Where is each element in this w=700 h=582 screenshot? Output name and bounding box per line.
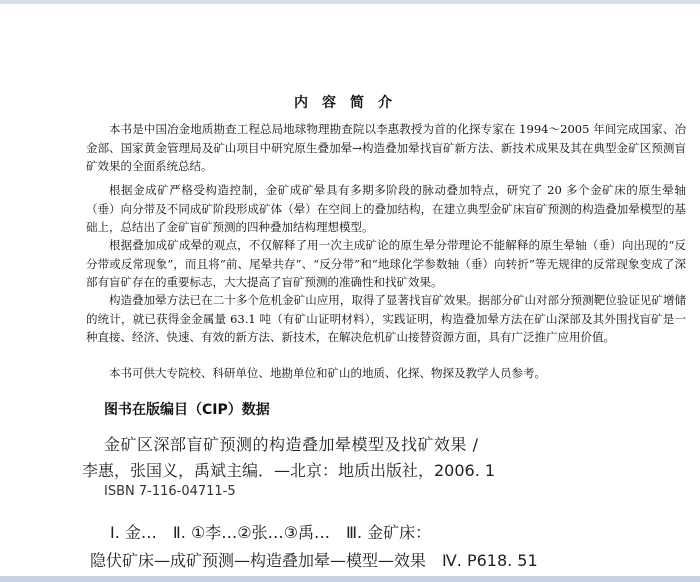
intro-paragraph-5: 本书可供大专院校、科研单位、地勘单位和矿山的地质、化探、物探及教学人员参考。 xyxy=(109,366,546,380)
intro-paragraph-3: 根据叠加成矿成晕的观点，不仅解释了用一次主成矿论的原生晕分带理论不能解释的原生晕轴（垂）向出现的“反分带或反常现象”，而且将“前、尾晕共存”、“反分带”和“地球化学参数轴（垂）向转折”等无规律的反常现象变成了深部有盲矿存在的重要标志，大大提高了盲矿预测的准确性和找矿效果。 xyxy=(86,238,686,289)
intro-paragraph-2: 根据金成矿严格受构造控制，金矿成矿晕具有多期多阶段的脉动叠加特点，研究了 20 多个金矿床的原生晕轴（垂）向分带及不同成矿阶段形成矿体（晕）在空间上的叠加结构，在建立典型金矿床盲矿预测的构造叠加晕模型的基础上，总结出了金矿盲矿预测的四种叠加结构理想模型。 xyxy=(86,183,686,234)
intro-paragraph-1: 本书是中国冶金地质勘查工程总局地球物理勘查院以李惠教授为首的化探专家在 1994～2005 年间完成国家、冶金部、国家黄金管理局及矿山项目中研究原生叠加晕→构造叠加晕找盲矿新方法、新技术成果及其在典型金矿区预测盲矿效果的全面系统总结。 xyxy=(86,122,686,173)
top-border xyxy=(0,0,700,4)
cip-heading: 图书在版编目（CIP）数据 xyxy=(104,402,270,418)
cip-classification-line: 隐伏矿床—成矿预测—构造叠加晕—模型—效果 Ⅳ. P618. 51 xyxy=(90,551,538,570)
cip-isbn: ISBN 7-116-04711-5 xyxy=(104,484,236,499)
cip-subjects-line: Ⅰ. 金… Ⅱ. ①李…②张…③禹… Ⅲ. 金矿床： xyxy=(110,523,432,542)
bottom-border xyxy=(0,576,700,582)
intro-title: 内容简介 xyxy=(294,95,406,111)
cip-authors-line: 李惠，张国义，禹斌主编．—北京：地质出版社，2006. 1 xyxy=(82,461,496,480)
intro-paragraph-4: 构造叠加晕方法已在二十多个危机金矿山应用，取得了显著找盲矿效果。据部分矿山对部分预测靶位验证见矿增储的统计，就已获得金金属量 63.1 吨（有矿山证明材料），实践证明，构造叠加晕方法在矿山深部及其外围找盲矿是一种直接、经济、快速、有效的新方法、新技术，在解决危机矿山接替资源方面，具有广泛推广应用价值。 xyxy=(86,293,686,344)
cip-title-line: 金矿区深部盲矿预测的构造叠加晕模型及找矿效果 / xyxy=(104,435,479,454)
